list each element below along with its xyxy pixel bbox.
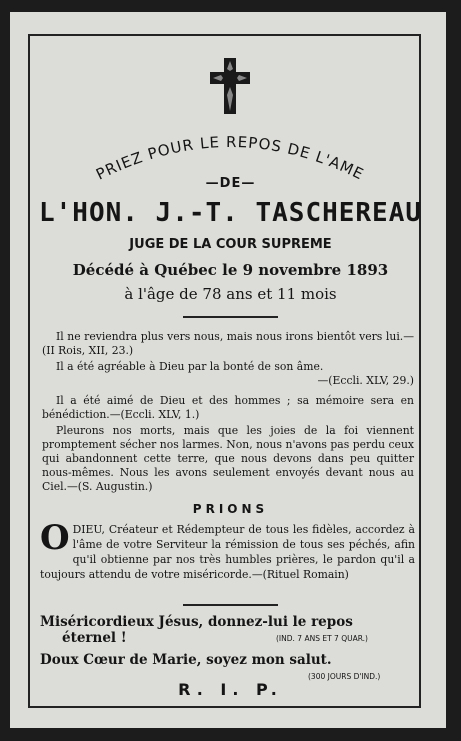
prayer-heading: PRIONS <box>192 502 269 516</box>
verse-3: Il a été aimé de Dieu et des hommes ; sa mémoire sera en bénédiction.—(Eccli. XLV, 1.) <box>42 394 414 421</box>
indulgence-2: (300 JOURS D'IND.) <box>308 672 381 681</box>
deceased-title: JUGE DE LA COUR SUPREME <box>129 237 332 252</box>
divider-top <box>183 316 278 318</box>
verse-4: Pleurons nos morts, mais que les joies de la foi viennent promptement sécher nos larmes. Non, nous n'avons pas perdu ceux qui abandonnent cette terre, que nous devons dans peu quitter nous-mêmes. Nous les avons seulement envoyés devant nous au Ciel.—(S. Augustin.) <box>42 424 414 493</box>
invocation-jesus-line2: éternel ! <box>62 630 127 646</box>
indulgence-1: (IND. 7 ANS ET 7 QUAR.) <box>276 634 368 643</box>
rip-text: R. I. P. <box>178 680 283 699</box>
age-notice: à l'âge de 78 ans et 11 mois <box>124 285 337 303</box>
prayer-text: DIEU, Créateur et Rédempteur de tous les fidèles, accordez à l'âme de votre Serviteur la rémission de tous ses péchés, afin qu'il obtienne par nos très humbles prières, le pardon qu'il a toujours attendu de votre miséricorde.—(Rituel Romain) <box>40 523 415 581</box>
cross-icon <box>210 58 250 114</box>
de-label: —DE— <box>205 176 256 191</box>
prayer-dropcap: O <box>40 518 70 558</box>
death-notice: Décédé à Québec le 9 novembre 1893 <box>72 261 389 279</box>
verse-2-ref: —(Eccli. XLV, 29.) <box>317 374 414 387</box>
deceased-name: L'HON. J.-T. TASCHEREAU <box>38 198 423 228</box>
arc-heading-text: PRIEZ POUR LE REPOS DE L'AME <box>93 132 367 184</box>
invocation-marie: Doux Cœur de Marie, soyez mon salut. <box>40 652 332 668</box>
divider-bottom <box>183 604 278 606</box>
verse-1: Il ne reviendra plus vers nous, mais nous irons bientôt vers lui.—(II Rois, XII, 23.) <box>42 330 414 357</box>
prayer-text-block <box>40 518 415 582</box>
invocation-jesus: Miséricordieux Jésus, donnez-lui le repos <box>40 614 353 630</box>
verse-2: Il a été agréable à Dieu par la bonté de son âme. <box>56 360 324 373</box>
